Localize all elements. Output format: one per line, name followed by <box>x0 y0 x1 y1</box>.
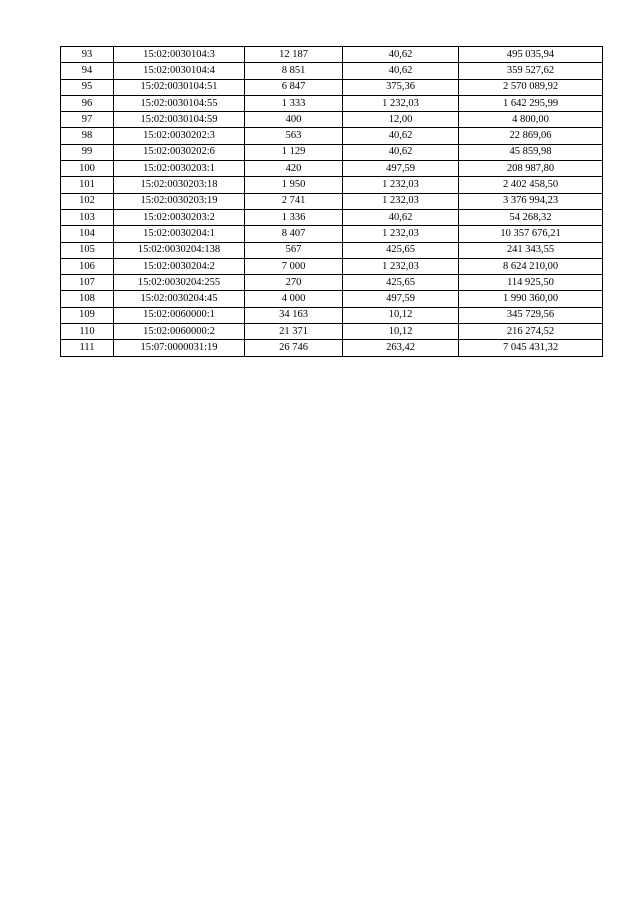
table-row <box>61 177 603 193</box>
value-cell: 359 527,62 <box>459 63 603 79</box>
area-cell: 270 <box>245 275 343 291</box>
value-cell: 241 343,55 <box>459 242 603 258</box>
value-cell: 345 729,56 <box>459 307 603 323</box>
area-cell: 34 163 <box>245 307 343 323</box>
area-cell: 1 950 <box>245 177 343 193</box>
row-number-cell: 102 <box>61 193 114 209</box>
rate-cell: 10,12 <box>343 324 459 340</box>
value-cell: 1 990 360,00 <box>459 291 603 307</box>
cadastral-number-cell: 15:02:0030203:2 <box>114 209 245 225</box>
area-cell: 26 746 <box>245 340 343 356</box>
table-row <box>61 226 603 242</box>
value-cell: 54 268,32 <box>459 209 603 225</box>
area-cell: 400 <box>245 112 343 128</box>
rate-cell: 40,62 <box>343 144 459 160</box>
cadastral-number-cell: 15:02:0030204:255 <box>114 275 245 291</box>
value-cell: 10 357 676,21 <box>459 226 603 242</box>
area-cell: 563 <box>245 128 343 144</box>
row-number-cell: 108 <box>61 291 114 307</box>
area-cell: 1 333 <box>245 95 343 111</box>
value-cell: 22 869,06 <box>459 128 603 144</box>
row-number-cell: 105 <box>61 242 114 258</box>
row-number-cell: 106 <box>61 258 114 274</box>
table-row <box>61 209 603 225</box>
cadastral-number-cell: 15:07:0000031:19 <box>114 340 245 356</box>
area-cell: 420 <box>245 161 343 177</box>
rate-cell: 1 232,03 <box>343 193 459 209</box>
rate-cell: 1 232,03 <box>343 177 459 193</box>
cadastral-number-cell: 15:02:0030104:59 <box>114 112 245 128</box>
area-cell: 21 371 <box>245 324 343 340</box>
value-cell: 4 800,00 <box>459 112 603 128</box>
table-row <box>61 258 603 274</box>
row-number-cell: 95 <box>61 79 114 95</box>
cadastral-number-cell: 15:02:0030202:3 <box>114 128 245 144</box>
value-cell: 2 570 089,92 <box>459 79 603 95</box>
table-row <box>61 63 603 79</box>
cadastral-number-cell: 15:02:0030203:18 <box>114 177 245 193</box>
row-number-cell: 109 <box>61 307 114 323</box>
area-cell: 6 847 <box>245 79 343 95</box>
area-cell: 2 741 <box>245 193 343 209</box>
row-number-cell: 93 <box>61 47 114 63</box>
value-cell: 7 045 431,32 <box>459 340 603 356</box>
row-number-cell: 107 <box>61 275 114 291</box>
table-row <box>61 128 603 144</box>
rate-cell: 497,59 <box>343 291 459 307</box>
row-number-cell: 100 <box>61 161 114 177</box>
row-number-cell: 98 <box>61 128 114 144</box>
rate-cell: 1 232,03 <box>343 226 459 242</box>
rate-cell: 12,00 <box>343 112 459 128</box>
cadastral-number-cell: 15:02:0030203:19 <box>114 193 245 209</box>
cadastral-number-cell: 15:02:0030204:1 <box>114 226 245 242</box>
table-row <box>61 161 603 177</box>
value-cell: 45 859,98 <box>459 144 603 160</box>
cadastral-number-cell: 15:02:0030104:55 <box>114 95 245 111</box>
row-number-cell: 94 <box>61 63 114 79</box>
value-cell: 114 925,50 <box>459 275 603 291</box>
cadastral-number-cell: 15:02:0030203:1 <box>114 161 245 177</box>
row-number-cell: 96 <box>61 95 114 111</box>
rate-cell: 40,62 <box>343 209 459 225</box>
table-row <box>61 242 603 258</box>
value-cell: 495 035,94 <box>459 47 603 63</box>
value-cell: 8 624 210,00 <box>459 258 603 274</box>
rate-cell: 375,36 <box>343 79 459 95</box>
value-cell: 2 402 458,50 <box>459 177 603 193</box>
table-body <box>61 47 603 357</box>
area-cell: 7 000 <box>245 258 343 274</box>
cadastral-number-cell: 15:02:0030104:3 <box>114 47 245 63</box>
row-number-cell: 97 <box>61 112 114 128</box>
area-cell: 567 <box>245 242 343 258</box>
cadastral-number-cell: 15:02:0030104:51 <box>114 79 245 95</box>
rate-cell: 1 232,03 <box>343 95 459 111</box>
row-number-cell: 111 <box>61 340 114 356</box>
area-cell: 12 187 <box>245 47 343 63</box>
rate-cell: 497,59 <box>343 161 459 177</box>
rate-cell: 10,12 <box>343 307 459 323</box>
row-number-cell: 99 <box>61 144 114 160</box>
row-number-cell: 101 <box>61 177 114 193</box>
cadastral-number-cell: 15:02:0030202:6 <box>114 144 245 160</box>
cadastral-number-cell: 15:02:0030204:2 <box>114 258 245 274</box>
cadastral-number-cell: 15:02:0030204:45 <box>114 291 245 307</box>
table-row <box>61 95 603 111</box>
rate-cell: 40,62 <box>343 63 459 79</box>
rate-cell: 425,65 <box>343 242 459 258</box>
table-row <box>61 307 603 323</box>
table-row <box>61 324 603 340</box>
area-cell: 1 336 <box>245 209 343 225</box>
area-cell: 4 000 <box>245 291 343 307</box>
area-cell: 8 407 <box>245 226 343 242</box>
area-cell: 1 129 <box>245 144 343 160</box>
value-cell: 208 987,80 <box>459 161 603 177</box>
table-row <box>61 47 603 63</box>
cadastral-number-cell: 15:02:0030204:138 <box>114 242 245 258</box>
value-cell: 3 376 994,23 <box>459 193 603 209</box>
value-cell: 216 274,52 <box>459 324 603 340</box>
rate-cell: 40,62 <box>343 128 459 144</box>
rate-cell: 40,62 <box>343 47 459 63</box>
area-cell: 8 851 <box>245 63 343 79</box>
cadastral-number-cell: 15:02:0060000:1 <box>114 307 245 323</box>
row-number-cell: 104 <box>61 226 114 242</box>
table-row <box>61 144 603 160</box>
table-row <box>61 275 603 291</box>
row-number-cell: 103 <box>61 209 114 225</box>
rate-cell: 263,42 <box>343 340 459 356</box>
cadastral-number-cell: 15:02:0060000:2 <box>114 324 245 340</box>
table-row <box>61 79 603 95</box>
table-row <box>61 112 603 128</box>
cadastral-number-cell: 15:02:0030104:4 <box>114 63 245 79</box>
rate-cell: 425,65 <box>343 275 459 291</box>
rate-cell: 1 232,03 <box>343 258 459 274</box>
value-cell: 1 642 295,99 <box>459 95 603 111</box>
land-parcels-table <box>60 46 603 357</box>
table-row <box>61 291 603 307</box>
row-number-cell: 110 <box>61 324 114 340</box>
table-row <box>61 340 603 356</box>
table-row <box>61 193 603 209</box>
